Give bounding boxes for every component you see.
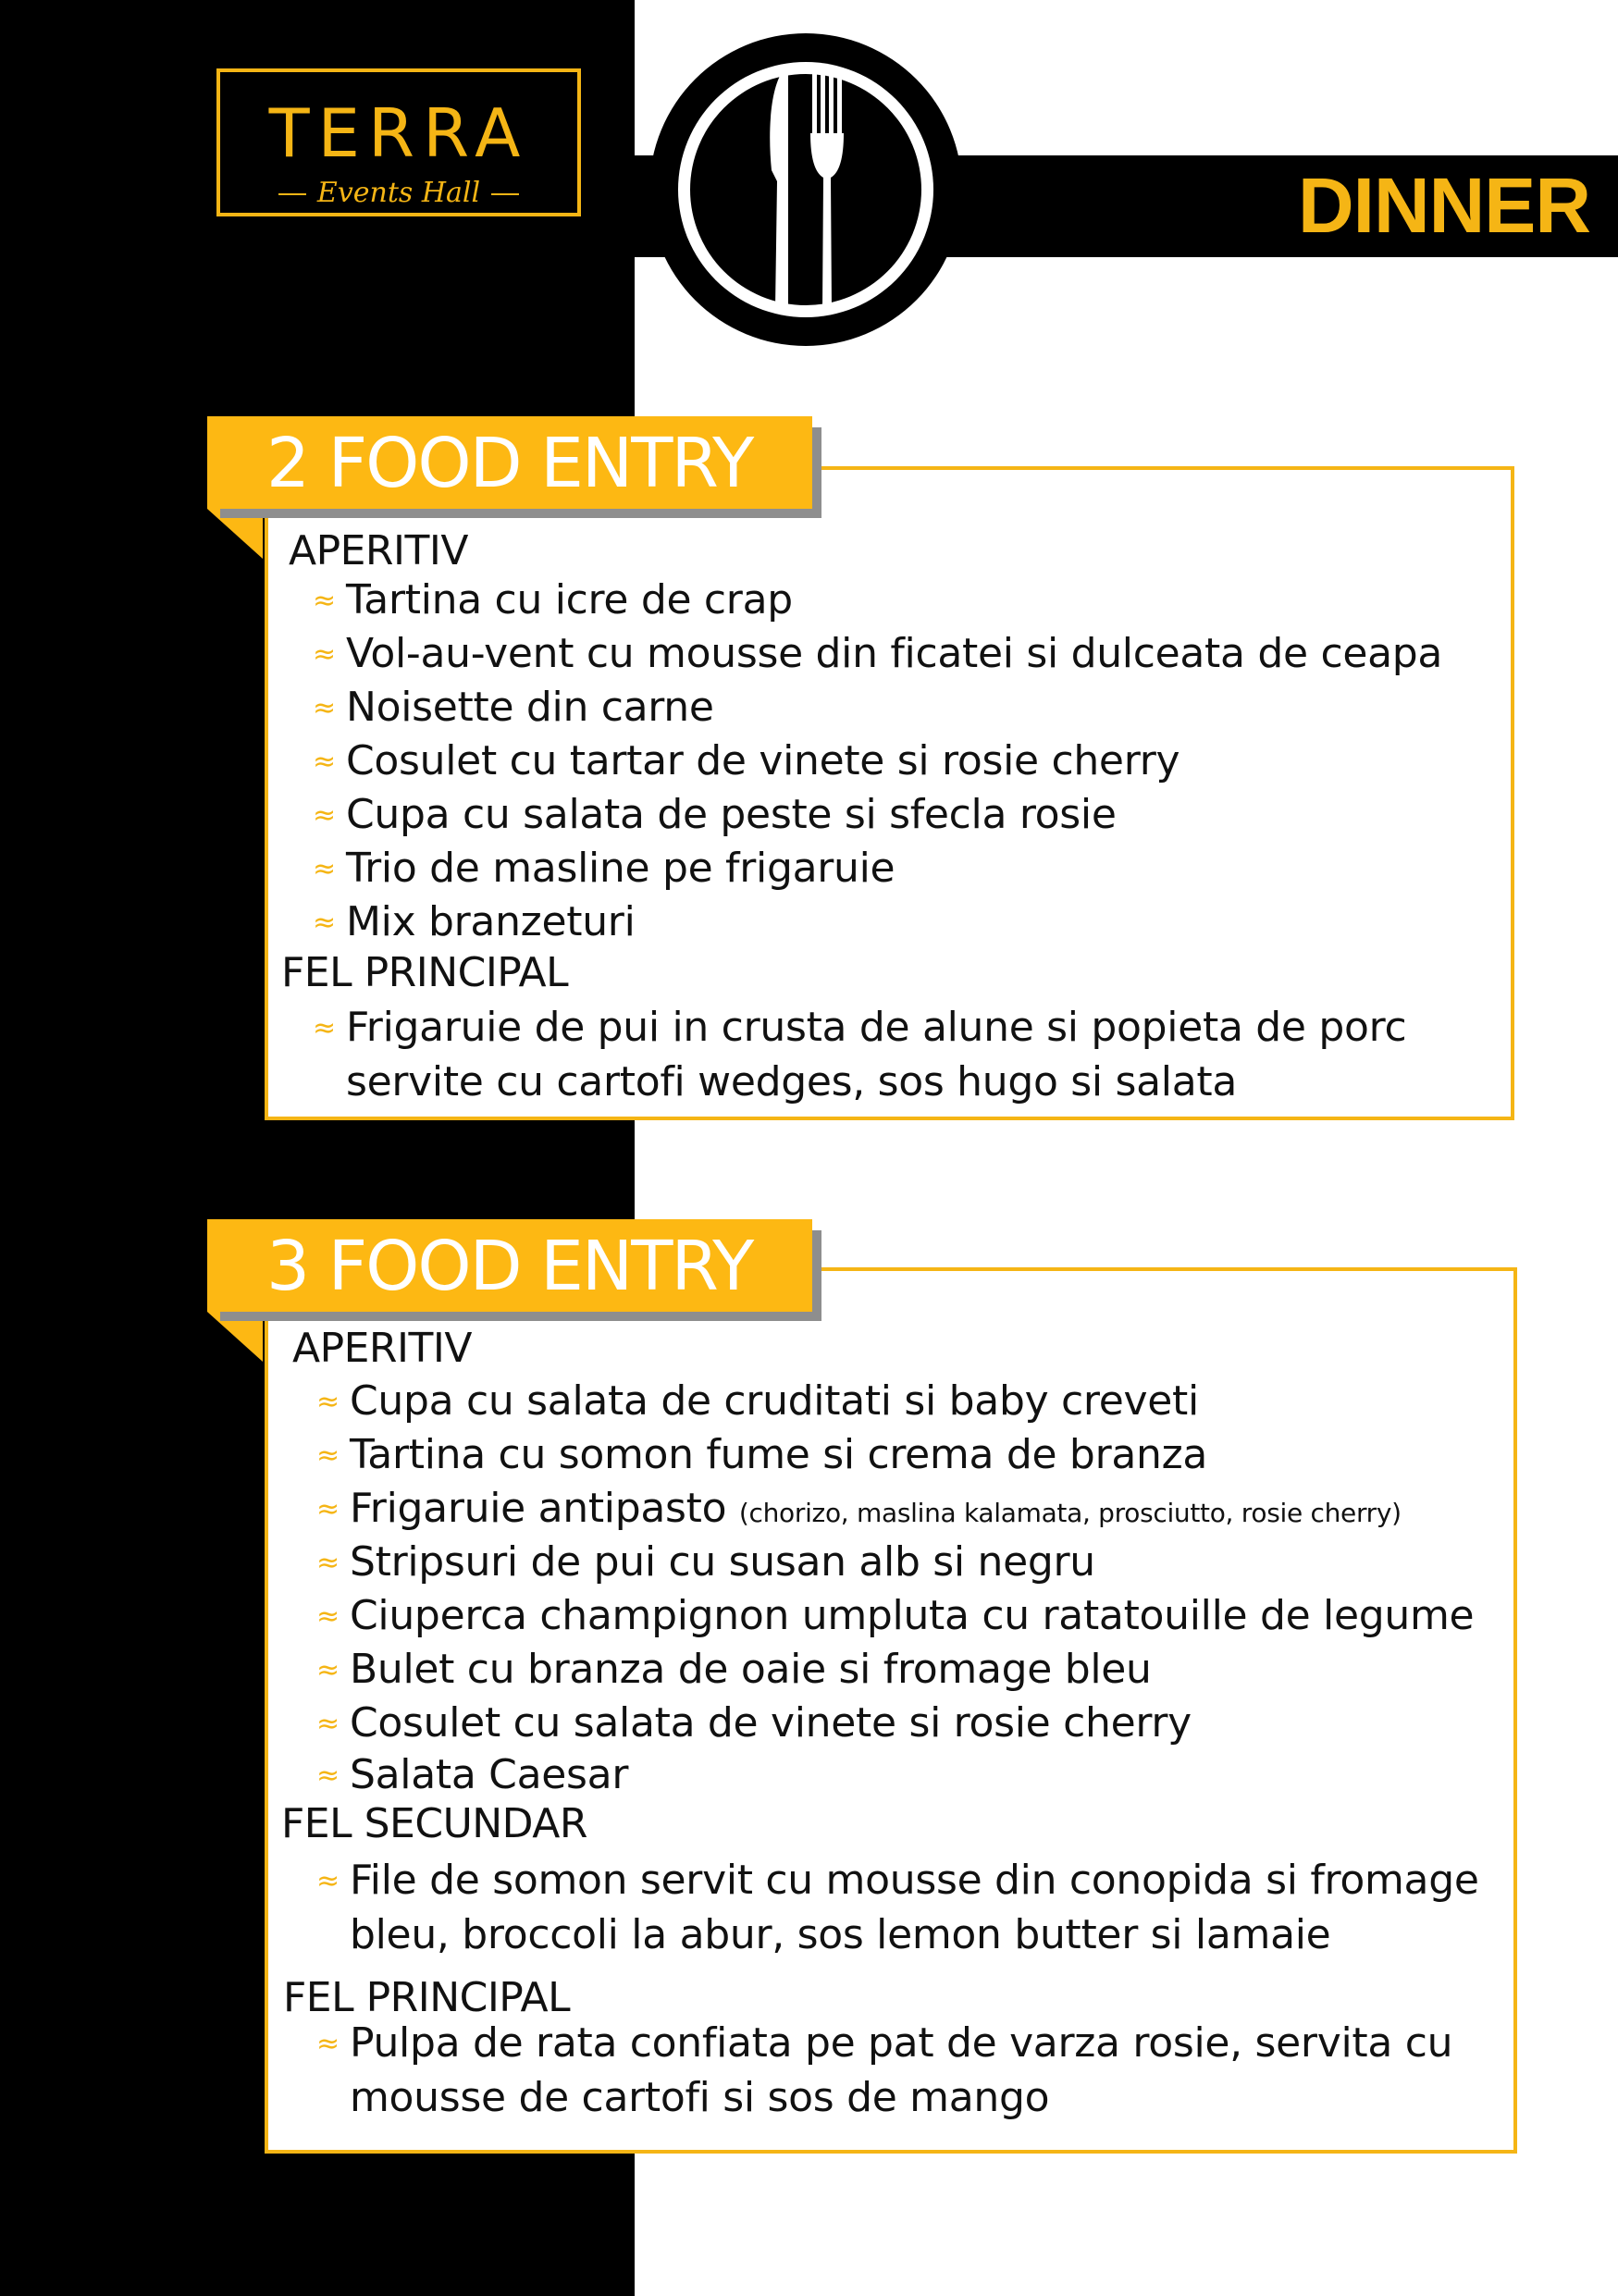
wave-bullet-icon: ≈ — [316, 2028, 340, 2060]
wave-bullet-icon: ≈ — [316, 1439, 340, 1472]
list-item: ≈ Stripsuri de pui cu susan alb si negru — [316, 1536, 1095, 1590]
menu-2-category-fel-secundar: FEL SECUNDAR — [281, 1800, 587, 1847]
list-item: ≈ Noisette din carne — [313, 681, 714, 735]
menu-1-title: 2 FOOD ENTRY — [207, 416, 812, 509]
list-item: ≈ Cupa cu salata de cruditati si baby creveti — [316, 1375, 1199, 1429]
list-item: ≈ Cosulet cu salata de vinete si rosie cherry — [316, 1697, 1192, 1751]
list-item: ≈ Vol-au-vent cu mousse din ficatei si dulceata de ceapa — [313, 627, 1442, 682]
wave-bullet-icon: ≈ — [316, 1759, 340, 1792]
logo-dash-left — [278, 193, 306, 195]
wave-bullet-icon: ≈ — [313, 585, 336, 617]
plate-knife-fork-icon — [648, 31, 964, 348]
list-item: ≈ Ciuperca champignon umpluta cu ratatouille de legume — [316, 1589, 1474, 1644]
logo — [216, 68, 581, 216]
page-title: DINNER — [1297, 162, 1590, 249]
list-item: ≈ Trio de masline pe frigaruie — [313, 842, 895, 896]
logo-dash-right — [491, 193, 519, 195]
wave-bullet-icon: ≈ — [313, 746, 336, 778]
wave-bullet-icon: ≈ — [316, 1493, 340, 1525]
menu-2-title: 3 FOOD ENTRY — [207, 1219, 812, 1312]
wave-bullet-icon: ≈ — [316, 1386, 340, 1418]
menu-2-category-fel-principal: FEL PRINCIPAL — [283, 1974, 571, 2021]
list-item: ≈ Salata Caesar — [316, 1748, 628, 1803]
menu-2-category-aperitiv: APERITIV — [292, 1325, 472, 1372]
list-item: ≈ Tartina cu somon fume si crema de branza — [316, 1428, 1207, 1483]
wave-bullet-icon: ≈ — [313, 638, 336, 671]
list-item: ≈ Frigaruie de pui in crusta de alune si popieta de porc servite cu cartofi wedges, sos hugo si salata — [313, 1004, 1407, 1105]
wave-bullet-icon: ≈ — [313, 907, 336, 939]
wave-bullet-icon: ≈ — [313, 853, 336, 885]
list-item: ≈ Mix branzeturi — [313, 895, 636, 950]
wave-bullet-icon: ≈ — [316, 1547, 340, 1579]
wave-bullet-icon: ≈ — [313, 692, 336, 724]
list-item: ≈ Pulpa de rata confiata pe pat de varza rosie, servita cu mousse de cartofi si sos de mango — [316, 2019, 1453, 2121]
wave-bullet-icon: ≈ — [316, 1865, 340, 1897]
wave-bullet-icon: ≈ — [313, 799, 336, 832]
wave-bullet-icon: ≈ — [313, 1012, 336, 1044]
menu-1-category-aperitiv: APERITIV — [289, 527, 468, 574]
wave-bullet-icon: ≈ — [316, 1600, 340, 1633]
menu-1-category-fel-principal: FEL PRINCIPAL — [281, 949, 569, 996]
logo-name: TERRA — [268, 94, 529, 172]
wave-bullet-icon: ≈ — [316, 1708, 340, 1740]
list-item: ≈ Bulet cu branza de oaie si fromage bleu — [316, 1643, 1152, 1697]
wave-bullet-icon: ≈ — [316, 1654, 340, 1686]
list-item: ≈ Cosulet cu tartar de vinete si rosie cherry — [313, 734, 1180, 789]
list-item: ≈ Cupa cu salata de peste si sfecla rosie — [313, 788, 1117, 843]
list-item: ≈ Tartina cu icre de crap — [313, 574, 793, 628]
logo-subtitle: Events Hall — [316, 177, 481, 209]
logo-subtitle-row — [220, 179, 577, 207]
list-item: ≈ File de somon servit cu mousse din conopida si fromage bleu, broccoli la abur, sos lemon butter si lamaie — [316, 1857, 1479, 1958]
list-item: ≈ Frigaruie antipasto (chorizo, maslina kalamata, prosciutto, rosie cherry) — [316, 1482, 1402, 1540]
